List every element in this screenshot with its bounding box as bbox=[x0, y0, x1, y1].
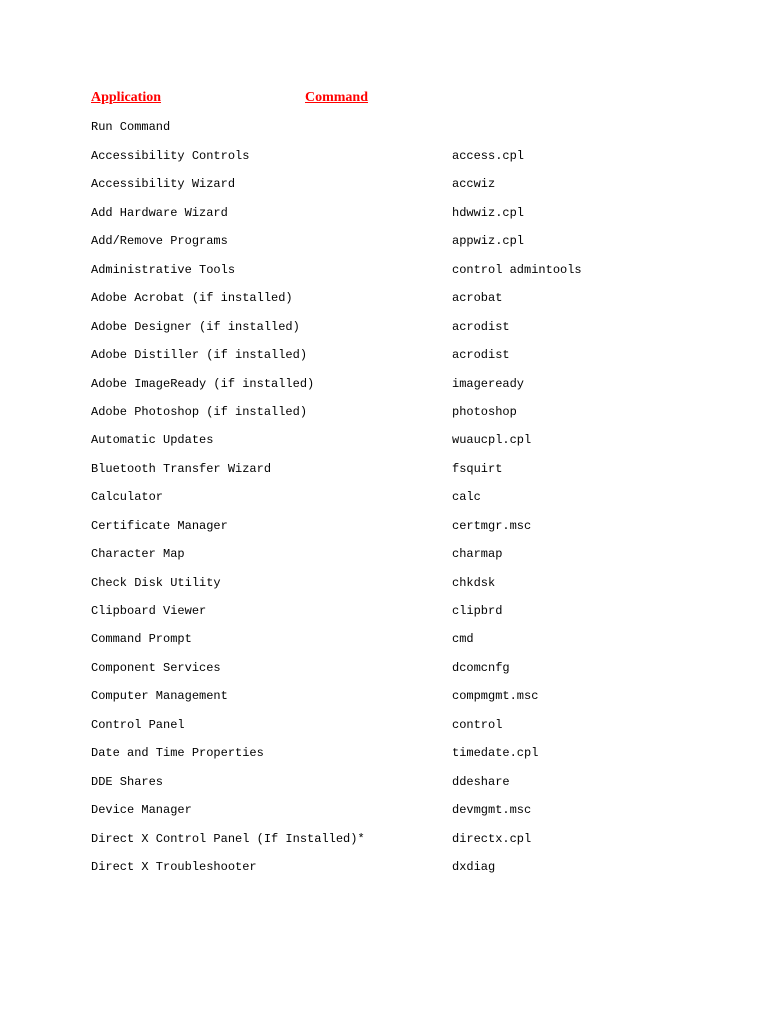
command-text: photoshop bbox=[452, 404, 517, 419]
application-name: Accessibility Wizard bbox=[91, 177, 236, 192]
table-row bbox=[0, 746, 768, 774]
table-row bbox=[0, 177, 768, 205]
table-row bbox=[0, 576, 768, 604]
application-name: DDE Shares bbox=[91, 774, 164, 789]
table-row bbox=[0, 860, 768, 888]
command-text: access.cpl bbox=[452, 149, 525, 163]
command-text: appwiz.cpl bbox=[452, 234, 525, 249]
application-name: Adobe Acrobat (if installed) bbox=[91, 291, 293, 306]
table-row bbox=[0, 689, 768, 717]
command-column-header: Command bbox=[305, 90, 369, 105]
command-text: acrobat bbox=[452, 291, 503, 306]
table-row bbox=[0, 775, 768, 803]
application-name: Bluetooth Transfer Wizard bbox=[91, 461, 272, 476]
command-text: fsquirt bbox=[452, 461, 503, 476]
table-row bbox=[0, 632, 768, 660]
table-row bbox=[0, 547, 768, 575]
command-text: dcomcnfg bbox=[452, 660, 510, 675]
command-text: compmgmt.msc bbox=[452, 689, 539, 704]
table-row bbox=[0, 320, 768, 348]
application-name: Adobe Photoshop (if installed) bbox=[91, 404, 308, 419]
table-row bbox=[0, 234, 768, 262]
table-row bbox=[0, 490, 768, 518]
table-row bbox=[0, 604, 768, 632]
application-name: Control Panel bbox=[91, 717, 185, 732]
table-row bbox=[0, 832, 768, 860]
command-text: chkdsk bbox=[452, 575, 496, 590]
application-name: Device Manager bbox=[91, 803, 192, 818]
application-name: Date and Time Properties bbox=[91, 746, 264, 761]
application-name: Clipboard Viewer bbox=[91, 604, 207, 618]
command-text: calc bbox=[452, 490, 481, 505]
section-subtitle: Run Command bbox=[91, 120, 171, 134]
column-header-row bbox=[0, 90, 768, 110]
table-row bbox=[0, 405, 768, 433]
application-name: Adobe ImageReady (if installed) bbox=[91, 376, 315, 391]
application-name: Add Hardware Wizard bbox=[91, 205, 228, 220]
table-row bbox=[0, 263, 768, 291]
application-name: Calculator bbox=[91, 490, 164, 505]
command-text: acrodist bbox=[452, 319, 510, 334]
command-text: accwiz bbox=[452, 177, 496, 192]
table-row bbox=[0, 462, 768, 490]
command-text: charmap bbox=[452, 547, 503, 562]
command-text: hdwwiz.cpl bbox=[452, 205, 525, 220]
table-row bbox=[0, 149, 768, 177]
application-name: Command Prompt bbox=[91, 632, 192, 647]
table-row bbox=[0, 433, 768, 461]
table-row bbox=[0, 291, 768, 319]
command-list bbox=[0, 149, 768, 888]
command-text: dxdiag bbox=[452, 859, 496, 874]
command-text: certmgr.msc bbox=[452, 518, 532, 533]
application-name: Certificate Manager bbox=[91, 518, 228, 533]
application-column-header: Application bbox=[91, 90, 162, 105]
command-text: control bbox=[452, 717, 503, 732]
command-text: cmd bbox=[452, 632, 474, 647]
application-name: Character Map bbox=[91, 547, 185, 562]
application-name: Add/Remove Programs bbox=[91, 234, 228, 249]
application-name: Computer Management bbox=[91, 689, 228, 704]
command-text: control admintools bbox=[452, 262, 582, 277]
table-row bbox=[0, 519, 768, 547]
command-text: ddeshare bbox=[452, 774, 510, 789]
command-text: devmgmt.msc bbox=[452, 803, 532, 818]
application-name: Check Disk Utility bbox=[91, 575, 221, 590]
application-name: Adobe Distiller (if installed) bbox=[91, 348, 308, 363]
application-name: Automatic Updates bbox=[91, 433, 214, 448]
table-row bbox=[0, 377, 768, 405]
application-name: Accessibility Controls bbox=[91, 149, 250, 163]
command-text: directx.cpl bbox=[452, 831, 532, 846]
table-row bbox=[0, 803, 768, 831]
table-row bbox=[0, 348, 768, 376]
command-text: wuaucpl.cpl bbox=[452, 433, 532, 448]
command-text: timedate.cpl bbox=[452, 746, 539, 761]
command-text: clipbrd bbox=[452, 604, 503, 618]
table-row bbox=[0, 206, 768, 234]
command-text: acrodist bbox=[452, 348, 510, 363]
table-row bbox=[0, 718, 768, 746]
application-name: Administrative Tools bbox=[91, 262, 236, 277]
application-name: Direct X Control Panel (If Installed)* bbox=[91, 831, 365, 846]
table-row bbox=[0, 661, 768, 689]
command-text: imageready bbox=[452, 376, 525, 391]
application-name: Component Services bbox=[91, 660, 221, 675]
application-name: Adobe Designer (if installed) bbox=[91, 319, 300, 334]
application-name: Direct X Troubleshooter bbox=[91, 859, 257, 874]
